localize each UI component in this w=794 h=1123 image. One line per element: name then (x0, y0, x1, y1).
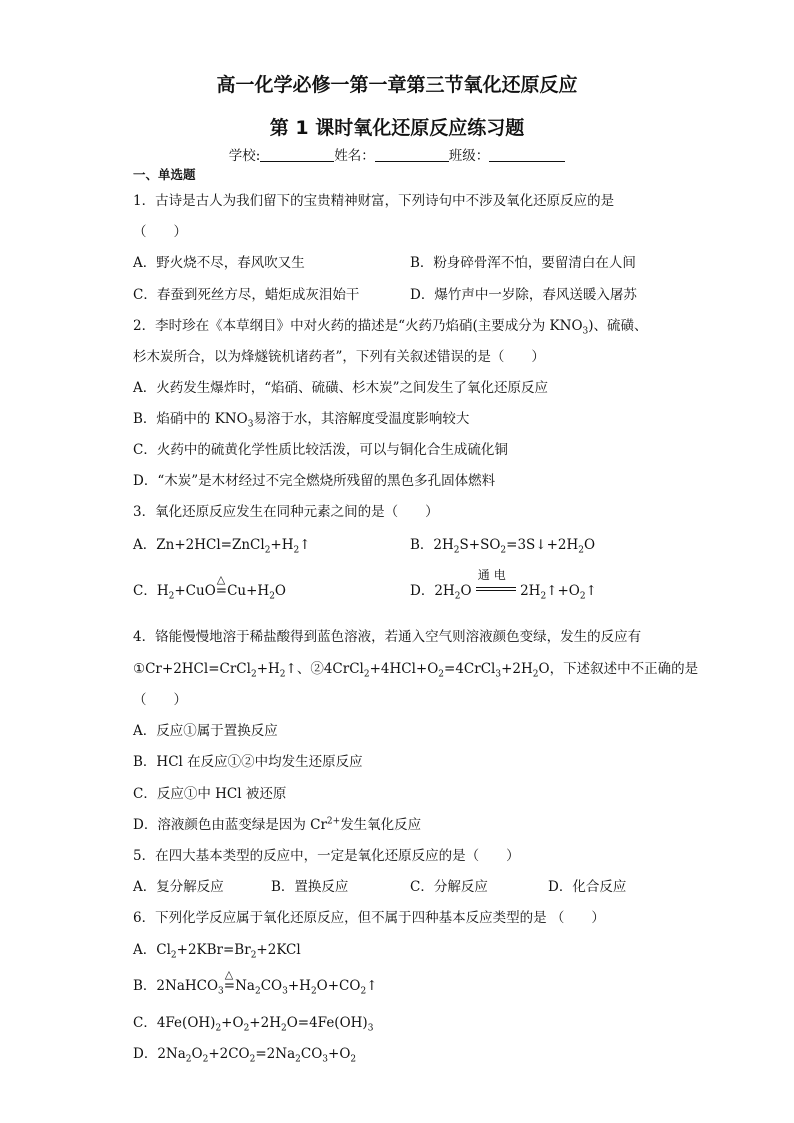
heat-symbol: △ = (224, 976, 235, 996)
q4-d-sup: 2+ (326, 816, 341, 827)
q5-option-b: B．置换反应 (271, 879, 349, 895)
class-field[interactable] (489, 147, 565, 162)
q2-option-b-text: B．焰硝中的 KNO (133, 411, 248, 427)
q4-option-d (133, 815, 421, 835)
q2-option-c: C．火药中的硫黄化学性质比较活泼，可以与铜化合生成硫化铜 (133, 442, 508, 458)
q6-c-label: C． (133, 1015, 157, 1031)
q4-option-c: C．反应①中 HCl 被还原 (133, 786, 287, 802)
q2-option-b-text2: 易溶于水，其溶解度受温度影响较大 (253, 411, 470, 427)
school-label: 学校: (228, 148, 261, 164)
q6-b-label: B． (133, 978, 157, 994)
q6-option-b: B．2NaHCO$_3$ △ $=Na_2CO_3+H_2O+CO_2↑$ (133, 976, 378, 996)
q3-b-label: B． (410, 537, 434, 553)
q1-paren: （ ） (133, 224, 187, 240)
double-bar-icon (476, 587, 516, 591)
q4-option-b: B．HCl 在反应①②中均发生还原反应 (133, 754, 363, 770)
q6-option-c: C．$4Fe(OH)_2+O_2+2H_2O=4Fe(OH)_3$ (133, 1015, 374, 1034)
heat-symbol: △ = (216, 581, 227, 601)
q6-a-label: A． (133, 942, 157, 958)
q4-stem-line2: $①Cr+2HCl=CrCl_2+H_2↑$、$②4CrCl_2+4HCl+O_2=4CrCl_3+2H_2O$，下述叙述中不正确的是 (133, 661, 699, 680)
q3-d-label: D． (410, 583, 435, 599)
q1-option-b: B．粉身碎骨浑不怕，要留清白在人间 (410, 255, 636, 271)
q4-paren: （ ） (133, 692, 187, 708)
electrolysis-label: 通电 (477, 568, 510, 582)
q6-d-label: D． (133, 1046, 158, 1062)
q3-option-b: B．$2H_2S+SO_2=3S↓+2H_2O$ (410, 537, 596, 556)
q3-option-c: C．$H_2+CuO$ △ $=Cu+H_2O$ (133, 581, 286, 601)
q4-d-text: D．溶液颜色由蓝变绿是因为 Cr (133, 817, 327, 833)
q3-stem: 3．氧化还原反应发生在同种元素之间的是（ ） (133, 504, 439, 520)
student-info-row (0, 144, 794, 164)
q3-option-d: D．$2H_2O$ 通电 $2H_2↑+O_2↑$ (410, 581, 597, 601)
section-heading: 一、单选题 (133, 167, 196, 182)
electrolysis-symbol (476, 568, 516, 601)
q2-option-a: A．火药发生爆炸时，“焰硝、硫磺、杉木炭”之间发生了氧化还原反应 (133, 380, 549, 396)
school-field[interactable] (260, 147, 334, 162)
q3-option-a: A．$Zn+2HCl=ZnCl_2+H_2↑$ (133, 537, 311, 556)
q3-c-label: C． (133, 583, 157, 599)
q1-stem: 1．古诗是古人为我们留下的宝贵精神财富，下列诗句中不涉及氧化还原反应的是 (133, 193, 615, 209)
q4-stem-line1: 4．铬能慢慢地溶于稀盐酸得到蓝色溶液，若通入空气则溶液颜色变绿，发生的反应有 (133, 629, 642, 645)
delta-icon: △ (216, 573, 226, 586)
q4-stem-tail: ，下述叙述中不正确的是 (549, 661, 699, 677)
q2-stem-line1: 2．李时珍在《本草纲目》中对火药的描述是“火药乃焰硝(主要成分为 $KNO_3$)、硫磺、 (133, 318, 648, 337)
q2-option-d: D．“木炭”是木材经过不完全燃烧所残留的黑色多孔固体燃料 (133, 473, 496, 489)
q5-stem: 5．在四大基本类型的反应中，一定是氧化还原反应的是（ ） (133, 848, 520, 864)
q4-d-text2: 发生氧化反应 (340, 817, 422, 833)
q2-stem-text-b: )、硫磺、 (588, 318, 648, 334)
q6-option-d: D．$2Na_2O_2+2CO_2=2Na_2CO_3+O_2$ (133, 1046, 357, 1065)
q5-option-d: D．化合反应 (548, 879, 627, 895)
q6-stem: 6．下列化学反应属于氧化还原反应，但不属于四种基本反应类型的是 （ ） (133, 910, 605, 926)
q6-option-a: A．$Cl_2+2KBr=Br_2+2KCl$ (133, 942, 301, 961)
name-label: 姓名： (334, 148, 375, 164)
worksheet-subtitle: 第 1 课时氧化还原反应练习题 (269, 117, 525, 139)
q1-option-d: D．爆竹声中一岁除，春风送暖入屠苏 (410, 287, 637, 303)
q4-option-a: A．反应①属于置换反应 (133, 723, 278, 739)
delta-icon: △ (224, 968, 234, 981)
q2-stem-text: 2．李时珍在《本草纲目》中对火药的描述是“火药乃焰硝(主要成分为 KNO (133, 318, 583, 334)
name-field[interactable] (375, 147, 449, 162)
q5-option-a: A．复分解反应 (133, 879, 224, 895)
q1-option-a: A．野火烧不尽，春风吹又生 (133, 255, 305, 271)
q2-option-b: B．焰硝中的 $KNO_3$易溶于水，其溶解度受温度影响较大 (133, 411, 470, 430)
class-label: 班级： (448, 148, 490, 164)
q3-a-label: A． (133, 537, 157, 553)
q1-option-c: C．春蚕到死丝方尽，蜡炬成灰泪始干 (133, 287, 360, 303)
q5-option-c: C．分解反应 (410, 879, 488, 895)
q2-stem-line2: 杉木炭所合，以为烽燧铳机诸药者”，下列有关叙述错误的是（ ） (133, 349, 545, 365)
worksheet-title: 高一化学必修一第一章第三节氧化还原反应 (216, 74, 578, 96)
